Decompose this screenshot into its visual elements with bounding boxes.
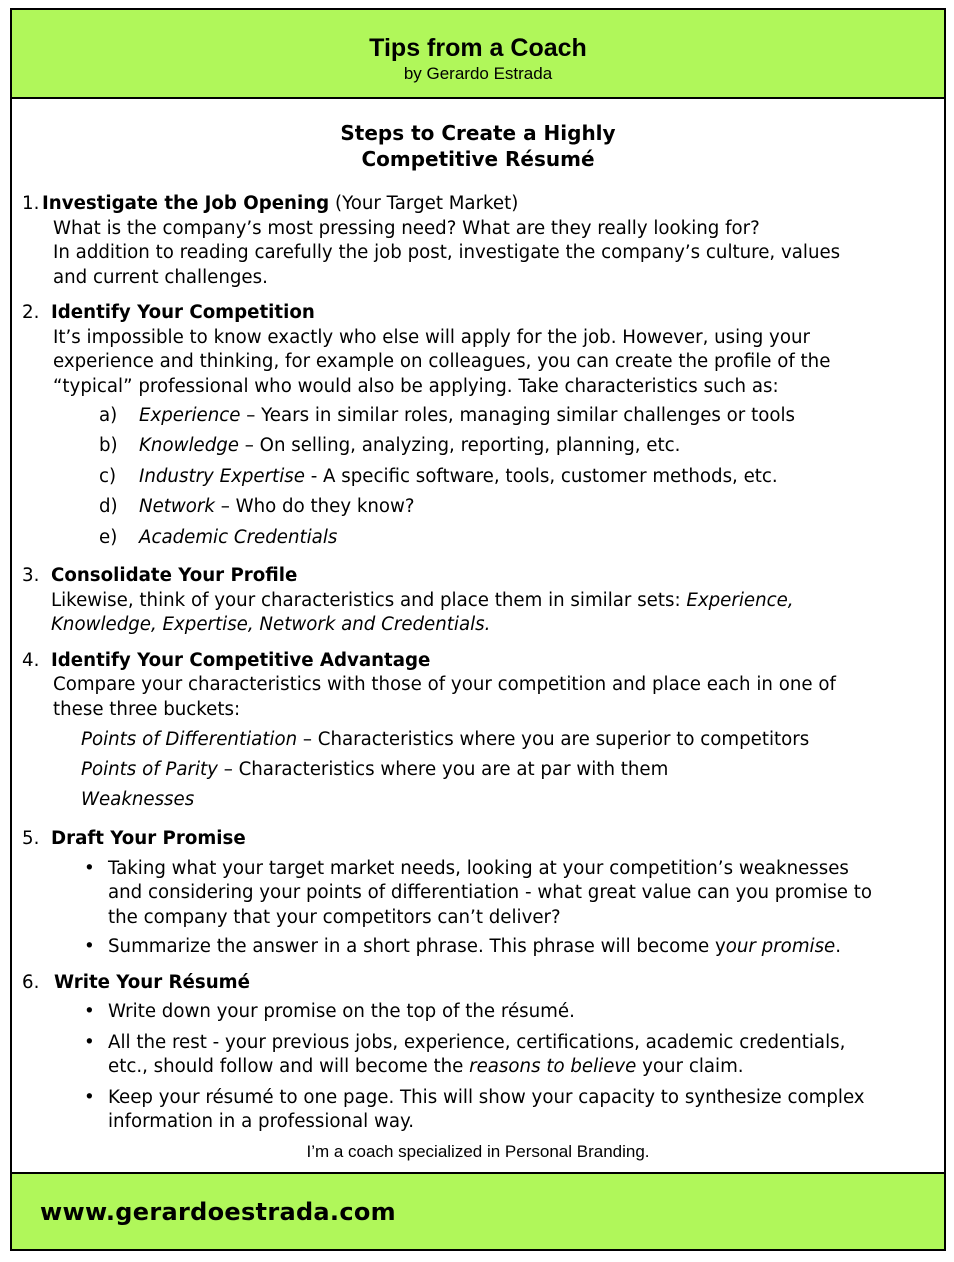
italic-text: reasons to believe xyxy=(469,1056,637,1078)
item-term: Experience xyxy=(139,405,241,426)
item-text: – Who do they know? xyxy=(214,496,415,518)
step-title: Draft Your Promise xyxy=(51,828,246,850)
text-line: and considering your points of differentiation - what great value can you promise to xyxy=(108,882,872,904)
text: . xyxy=(835,936,842,958)
bullet-icon: • xyxy=(84,1031,95,1053)
list-item xyxy=(12,401,944,431)
header-banner xyxy=(12,10,944,99)
bullet-item xyxy=(12,1031,944,1080)
title-line: Steps to Create a Highly xyxy=(340,121,616,145)
item-letter: e) xyxy=(99,526,118,548)
bucket-item xyxy=(12,725,944,755)
item-letter: a) xyxy=(99,405,118,426)
text: Summarize the answer in a short phrase. This phrase will become y xyxy=(108,936,726,958)
text: etc., should follow and will become the xyxy=(108,1056,470,1078)
footer-banner xyxy=(12,1172,944,1249)
bullet-item xyxy=(12,935,944,960)
bullet-icon: • xyxy=(84,936,95,958)
title-line: Competitive Résumé xyxy=(361,147,595,171)
item-text: - A specific software, tools, customer methods, etc. xyxy=(304,465,778,487)
item-term: Academic Credentials xyxy=(139,526,338,548)
bullet-icon: • xyxy=(84,1001,95,1023)
bucket-term: Points of Differentiation xyxy=(81,729,298,751)
step-4-heading xyxy=(12,649,944,674)
text: All the rest - your previous jobs, experience, certifications, academic credentials, xyxy=(108,1031,846,1053)
bucket-text: – Characteristics where you are at par with them xyxy=(217,759,669,781)
bucket-term: Points of Parity xyxy=(81,759,218,781)
list-item xyxy=(12,462,944,492)
step-5-heading xyxy=(12,827,944,852)
bucket-text: – Characteristics where you are superior to competitors xyxy=(297,729,810,751)
step-title: Consolidate Your Profile xyxy=(51,565,298,587)
item-letter: c) xyxy=(99,465,117,487)
step-title: Identify Your Competitive Advantage xyxy=(51,649,431,671)
text-line: In addition to reading carefully the job post, investigate the company’s culture, values xyxy=(53,242,841,263)
text: Likewise, think of your characteristics and place them in similar sets: xyxy=(51,589,687,611)
text-line: the company that your competitors can’t deliver? xyxy=(108,906,561,928)
header-title: Tips from a Coach xyxy=(369,34,587,62)
step-number: 6. xyxy=(22,971,40,993)
list-item xyxy=(12,431,944,461)
step-2-heading xyxy=(12,301,944,326)
tip-sheet xyxy=(10,8,946,1251)
text: Keep your résumé to one page. This will show your capacity to synthesize complex xyxy=(108,1086,865,1108)
italic-text: our promise xyxy=(725,936,836,958)
item-term: Network xyxy=(139,496,215,518)
list-item xyxy=(12,492,944,522)
step-number: 5. xyxy=(22,828,40,850)
step-title: Write Your Résumé xyxy=(54,971,250,993)
header-byline: by Gerardo Estrada xyxy=(403,64,553,83)
text: Taking what your target market needs, looking at your competition’s weaknesses xyxy=(108,857,849,879)
bullet-item xyxy=(12,857,944,931)
step-number: 3. xyxy=(22,565,40,587)
item-text: – Years in similar roles, managing similar challenges or tools xyxy=(240,405,795,426)
text-line xyxy=(81,1055,944,1080)
step-number: 1. xyxy=(22,193,40,214)
text: your claim. xyxy=(636,1056,744,1078)
italic-text: Experience, xyxy=(686,589,794,611)
step-1-heading xyxy=(12,192,944,217)
item-letter: b) xyxy=(99,435,118,457)
text-line: experience and thinking, for example on colleagues, you can create the profile of the xyxy=(53,351,831,372)
step-3-heading xyxy=(12,564,944,589)
bucket-item xyxy=(12,785,944,815)
document-body xyxy=(12,101,944,1162)
item-term: Industry Expertise xyxy=(139,465,305,487)
text-line: What is the company’s most pressing need? What are they really looking for? xyxy=(53,217,760,239)
text: Write down your promise on the top of the résumé. xyxy=(108,1001,575,1023)
step-number: 4. xyxy=(22,649,40,671)
bucket-term: Weaknesses xyxy=(81,789,195,811)
bullet-icon: • xyxy=(84,1086,95,1108)
text-line xyxy=(12,589,944,614)
step-note: (Your Target Market) xyxy=(329,193,519,214)
text-line: It’s impossible to know exactly who else will apply for the job. However, using your xyxy=(53,326,810,348)
list-item xyxy=(12,523,944,553)
item-text: – On selling, analyzing, reporting, planning, etc. xyxy=(238,435,681,457)
text-line: these three buckets: xyxy=(53,698,241,720)
bullet-icon: • xyxy=(84,857,95,879)
text-line xyxy=(12,613,944,638)
step-title: Identify Your Competition xyxy=(51,302,315,323)
characteristics-list xyxy=(12,401,944,553)
coach-note: I’m a coach specialized in Personal Branding. xyxy=(306,1141,650,1161)
bullet-item xyxy=(12,1000,944,1025)
item-term: Knowledge xyxy=(139,435,239,457)
website-link[interactable]: www.gerardoestrada.com xyxy=(40,1198,396,1226)
text-line: and current challenges. xyxy=(53,266,268,288)
step-number: 2. xyxy=(22,302,40,323)
text-line: information in a professional way. xyxy=(108,1111,414,1133)
bullet-item xyxy=(12,1086,944,1135)
text-line: Compare your characteristics with those of your competition and place each in one of xyxy=(53,674,836,696)
italic-text: Knowledge, Expertise, Network and Credentials. xyxy=(51,614,491,636)
step-6-heading xyxy=(12,971,944,996)
item-letter: d) xyxy=(99,496,118,518)
document-title xyxy=(12,120,944,172)
bucket-item xyxy=(12,755,944,785)
step-title: Investigate the Job Opening xyxy=(42,193,330,214)
text-line: “typical” professional who would also be applying. Take characteristics such as: xyxy=(53,375,779,397)
